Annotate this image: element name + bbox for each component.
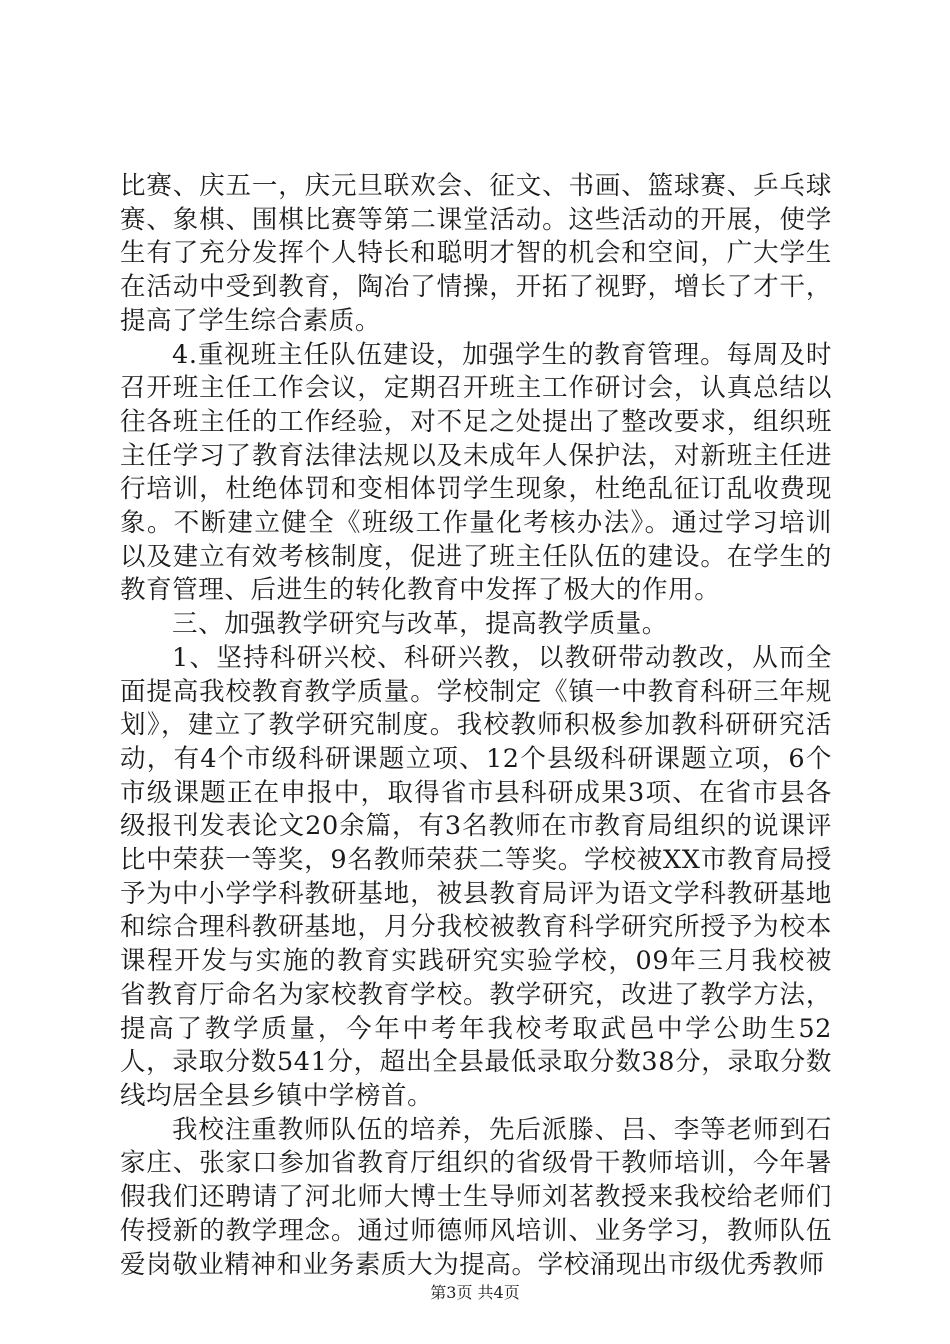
- paragraph-teacher-training: 我校注重教师队伍的培养，先后派滕、吕、李等老师到石家庄、张家口参加省教育厅组织的省级骨干教师培训，今年暑假我们还聘请了河北师大博士生导师刘茗教授来我校给老师们传授新的教学理念。通过师德师风培训、业务学习，教师队伍爱岗敬业精神和业务素质大为提高。学校涌现出市级优秀教师: [120, 1114, 832, 1280]
- paragraph-research: 1、坚持科研兴校、科研兴教，以教研带动教改，从而全面提高我校教育教学质量。学校制定《镇一中教育科研三年规划》，建立了教学研究制度。我校教师积极参加教科研研究活动，有4个市级科研课题立项、12个县级科研课题立项，6个市级课题正在申报中，取得省市县科研成果3项、在省市县各级报刊发表论文20余篇，有3名教师在市教育局组织的说课评比中荣获一等奖，9名教师荣获二等奖。学校被XX市教育局授予为中小学学科教研基地，被县教育局评为语文学科教研基地和综合理科教研基地，月分我校被教育科学研究所授予为校本课程开发与实施的教育实践研究实验学校，09年三月我校被省教育厅命名为家校教育学校。教学研究，改进了教学方法，提高了教学质量，今年中考年我校考取武邑中学公助生52人，录取分数541分，超出全县最低录取分数38分，录取分数线均居全县乡镇中学榜首。: [120, 642, 832, 1111]
- document-body: [120, 170, 832, 1282]
- paragraph-activities: 比赛、庆五一，庆元旦联欢会、征文、书画、篮球赛、乒乓球赛、象棋、围棋比赛等第二课堂活动。这些活动的开展，使学生有了充分发挥个人特长和聪明才智的机会和空间，广大学生在活动中受到教育，陶冶了情操，开拓了视野，增长了才干，提高了学生综合素质。: [120, 171, 832, 336]
- page-footer: 第3页 共4页: [430, 1283, 520, 1302]
- section-heading-teaching-research: 三、加强教学研究与改革，提高教学质量。: [172, 609, 668, 640]
- paragraph-class-teacher: 4.重视班主任队伍建设，加强学生的教育管理。每周及时召开班主任工作会议，定期召开班主工作研讨会，认真总结以往各班主任的工作经验，对不足之处提出了整改要求，组织班主任学习了教育法律法规以及未成年人保护法，对新班主任进行培训，杜绝体罚和变相体罚学生现象，杜绝乱征订乱收费现象。不断建立健全《班级工作量化考核办法》。通过学习培训以及建立有效考核制度，促进了班主任队伍的建设。在学生的教育管理、后进生的转化教育中发挥了极大的作用。: [120, 339, 832, 606]
